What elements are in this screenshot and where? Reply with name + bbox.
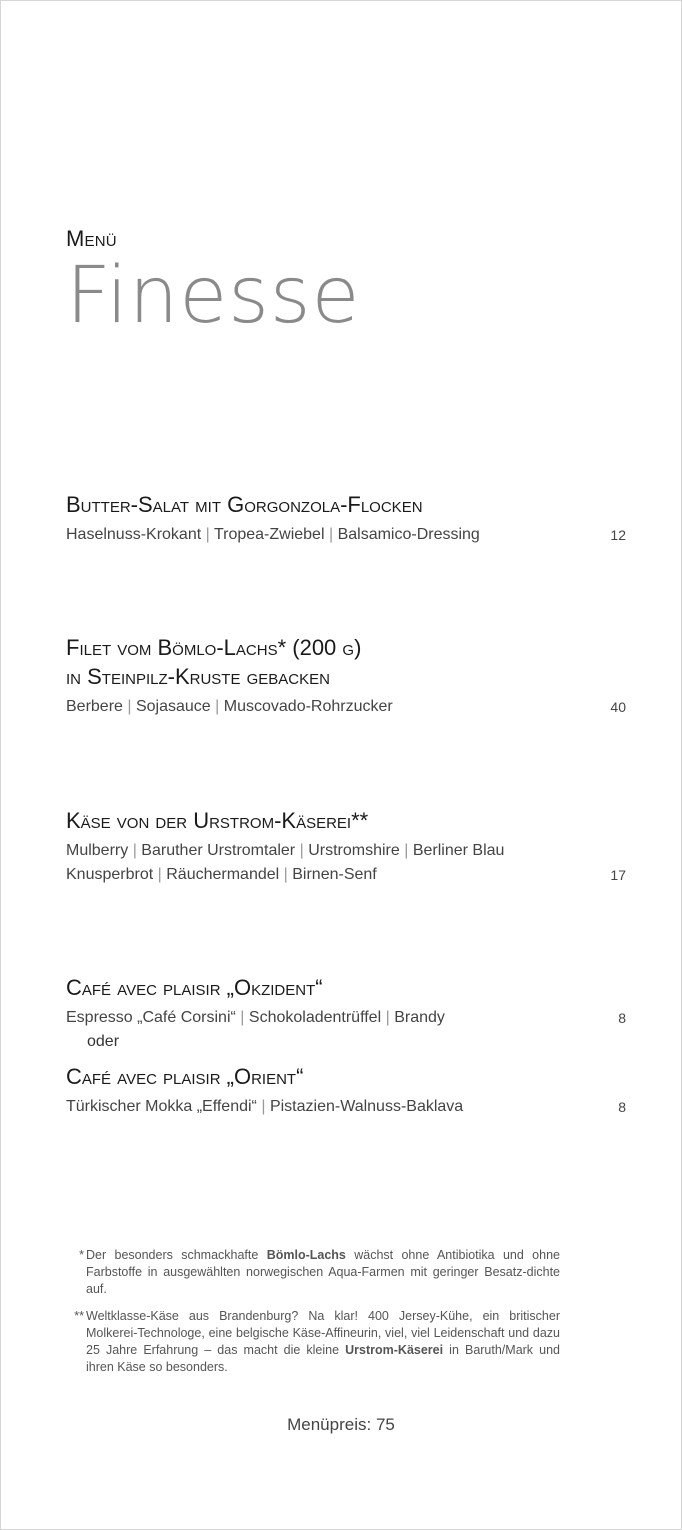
course-price: 17 bbox=[610, 867, 626, 883]
separator: | bbox=[127, 698, 132, 715]
separator: | bbox=[283, 866, 288, 883]
course-price: 8 bbox=[618, 1099, 626, 1115]
desc-item: Berbere bbox=[66, 698, 123, 715]
footnote-mark: ** bbox=[74, 1309, 84, 1323]
separator: | bbox=[404, 842, 409, 859]
course-title: Butter-Salat mit Gorgonzola-Flocken bbox=[66, 492, 423, 517]
footnote-bold: Urstrom-Käserei bbox=[345, 1343, 444, 1357]
course-price: 12 bbox=[610, 527, 626, 543]
desc-item: Birnen-Senf bbox=[292, 866, 377, 883]
course-description-line1 bbox=[66, 839, 626, 863]
course-price: 40 bbox=[610, 699, 626, 715]
desc-item: Brandy bbox=[394, 1009, 445, 1026]
course-price: 8 bbox=[618, 1010, 626, 1026]
footnote-text: Der besonders schmackhafte bbox=[86, 1248, 267, 1262]
footnotes bbox=[66, 1247, 560, 1386]
footnote-bold: Bömlo-Lachs bbox=[266, 1248, 346, 1262]
desc-item: Tropea-Zwiebel bbox=[213, 526, 325, 543]
footnote-mark: * bbox=[79, 1248, 84, 1262]
menu-price-value: 75 bbox=[375, 1415, 395, 1434]
desc-item: Räuchermandel bbox=[166, 866, 280, 883]
footnote-lachs bbox=[66, 1247, 560, 1298]
menu-price bbox=[0, 1415, 682, 1435]
course-kaese bbox=[66, 806, 626, 887]
desc-item: Schokoladentrüffel bbox=[248, 1009, 382, 1026]
course-title: Café avec plaisir „Okzident“ bbox=[66, 975, 323, 1000]
course-cafe-orient bbox=[66, 1062, 626, 1119]
page-title: Finesse bbox=[66, 251, 361, 341]
footnote-text: wächst ohne Antibiotika und ohne Farbstoffe in ausgewählten norwegischen Aqua-Farmen mit geringer Besatz-dichte auf. bbox=[86, 1248, 560, 1296]
separator: | bbox=[157, 866, 162, 883]
course-description bbox=[66, 523, 626, 547]
desc-item: Berliner Blau bbox=[412, 842, 505, 859]
separator: | bbox=[132, 842, 137, 859]
desc-item: Urstromshire bbox=[308, 842, 400, 859]
course-cafe-okzident bbox=[66, 973, 626, 1054]
footnote-text: Weltklasse-Käse aus Brandenburg? Na klar! 400 Jersey-Kühe, ein britischer Molkerei-Technologe, eine belgische Käse-Affineurin, viel, viel Leidenschaft und dazu 25 Jahre Erfahrung – das macht die kleine bbox=[86, 1309, 560, 1357]
separator: | bbox=[299, 842, 304, 859]
separator: | bbox=[240, 1009, 245, 1026]
course-butter-salat bbox=[66, 490, 626, 547]
course-title: Filet vom Bömlo-Lachs* (200 g) in Steinpilz-Kruste gebacken bbox=[66, 635, 362, 689]
desc-item: Pistazien-Walnuss-Baklava bbox=[269, 1098, 464, 1115]
footnote-kaese bbox=[66, 1308, 560, 1376]
desc-item: Mulberry bbox=[66, 842, 129, 859]
separator: | bbox=[215, 698, 220, 715]
course-lachs bbox=[66, 633, 626, 719]
course-description bbox=[66, 1095, 626, 1119]
desc-item: Muscovado-Rohrzucker bbox=[223, 698, 393, 715]
desc-item: Balsamico-Dressing bbox=[337, 526, 480, 543]
course-description bbox=[66, 1006, 626, 1030]
course-description bbox=[66, 695, 626, 719]
separator: | bbox=[205, 526, 210, 543]
footnote-text: in Baruth/Mark und ihren Käse so besonders. bbox=[86, 1343, 560, 1374]
desc-item: Sojasauce bbox=[135, 698, 211, 715]
menu-kicker: Menü bbox=[66, 226, 117, 251]
separator: | bbox=[261, 1098, 266, 1115]
course-description-line2 bbox=[66, 863, 626, 887]
desc-item: Türkischer Mokka „Effendi“ bbox=[66, 1098, 257, 1115]
separator: | bbox=[385, 1009, 390, 1026]
or-label: oder bbox=[87, 1033, 120, 1050]
desc-item: Baruther Urstromtaler bbox=[141, 842, 296, 859]
menu-price-label: Menüpreis: bbox=[287, 1415, 372, 1434]
desc-item: Espresso „Café Corsini“ bbox=[66, 1009, 236, 1026]
desc-item: Haselnuss-Krokant bbox=[66, 526, 202, 543]
separator: | bbox=[328, 526, 334, 543]
desc-item: Knusperbrot bbox=[66, 866, 154, 883]
course-title: Käse von der Urstrom-Käserei** bbox=[66, 808, 369, 833]
course-title: Café avec plaisir „Orient“ bbox=[66, 1064, 304, 1089]
